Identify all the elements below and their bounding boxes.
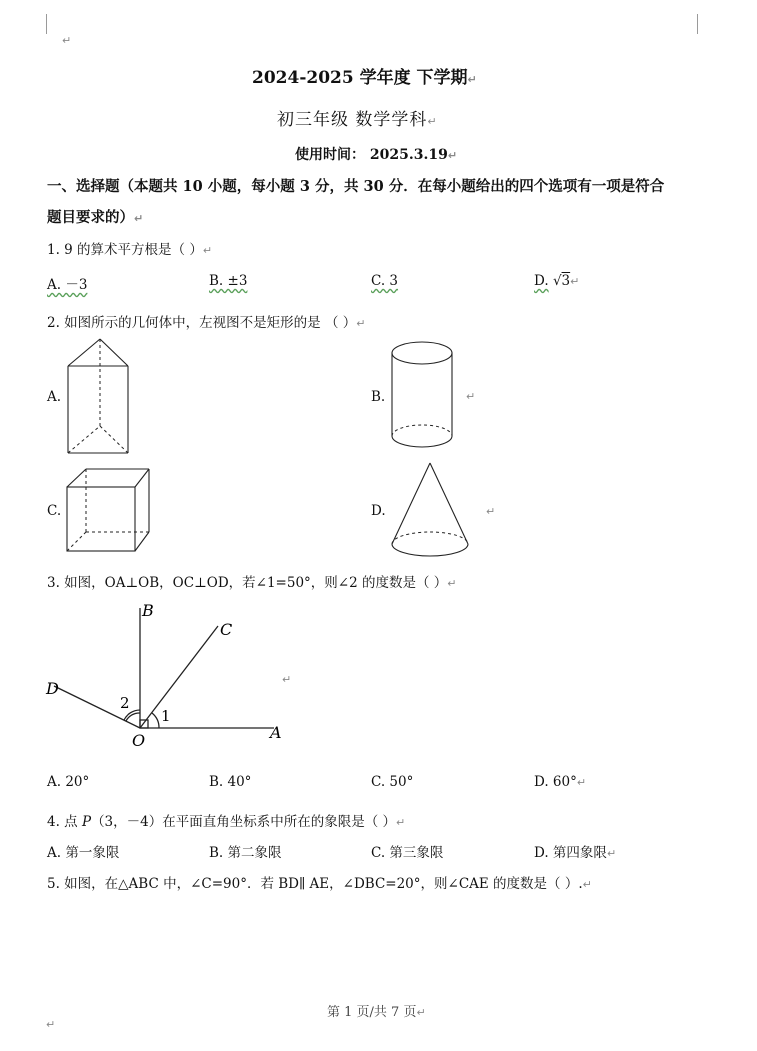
q3-option-c[interactable]: C. 50° <box>371 774 414 790</box>
angle-figure <box>42 598 292 750</box>
q2-option-c-label[interactable]: C. <box>47 503 62 519</box>
time-value: 2025.3.19 <box>369 147 448 163</box>
q4-option-a[interactable]: A. 第一象限 <box>47 845 120 861</box>
crop-mark-top-right <box>697 14 698 34</box>
cube-figure <box>64 466 154 556</box>
label-angle-1: 1 <box>161 707 171 725</box>
time-label: 使用时间： <box>295 147 365 163</box>
q4-option-b[interactable]: B. 第二象限 <box>209 845 282 861</box>
question-1-stem: 1. 9 的算术平方根是（ ）↵ <box>47 242 213 258</box>
cone-figure <box>388 460 478 560</box>
q1-option-c[interactable]: C. 3 <box>371 273 399 289</box>
exam-title: 2024-2025 学年度 下学期↵ <box>252 68 477 88</box>
sqrt-symbol: √3 <box>552 273 571 289</box>
q3-option-b[interactable]: B. 40° <box>209 774 252 790</box>
question-3-stem: 3. 如图，OA⊥OB，OC⊥OD，若∠1=50°，则∠2 的度数是（ ）↵ <box>47 575 457 591</box>
cylinder-figure <box>388 338 458 456</box>
paragraph-mark: ↵ <box>486 505 496 518</box>
triangular-prism-figure <box>62 336 132 458</box>
q1-option-a[interactable]: A. －3 <box>47 277 88 293</box>
exam-subtitle: 初三年级 数学学科↵ <box>277 110 438 130</box>
q1-option-b[interactable]: B. ±3 <box>209 273 248 289</box>
section-heading-line1: 一、选择题（本题共 10 小题，每小题 3 分，共 30 分．在每小题给出的四个选项有一项是符合 <box>47 178 665 195</box>
question-2-stem: 2. 如图所示的几何体中，左视图不是矩形的是 （ ）↵ <box>47 315 366 331</box>
label-o: O <box>132 731 146 750</box>
question-4-stem: 4. 点 P（3，－4）在平面直角坐标系中所在的象限是（ ）↵ <box>47 814 406 830</box>
question-5-stem: 5. 如图，在△ABC 中，∠C=90°．若 BD∥ AE，∠DBC=20°，则∠CAE 的度数是（ ）.↵ <box>47 876 592 892</box>
crop-mark-top-left <box>46 14 47 34</box>
q2-option-b-label[interactable]: B. <box>371 389 386 405</box>
q4-option-d[interactable]: D. 第四象限↵ <box>534 845 617 861</box>
label-a: A <box>270 723 282 742</box>
point-p: P <box>81 814 92 830</box>
q1-option-d[interactable]: D. √3↵ <box>534 273 580 289</box>
section-heading-line2: 题目要求的）↵ <box>47 209 144 226</box>
exam-time: 使用时间： 2025.3.19↵ <box>295 147 458 163</box>
paragraph-mark: ↵ <box>282 673 292 686</box>
paragraph-mark: ↵ <box>466 390 476 403</box>
q3-option-d[interactable]: D. 60°↵ <box>534 774 587 790</box>
q2-option-d-label[interactable]: D. <box>371 503 386 519</box>
label-c: C <box>220 620 233 639</box>
label-b: B <box>142 601 154 620</box>
label-angle-2: 2 <box>120 694 130 712</box>
paragraph-mark: ↵ <box>62 34 72 47</box>
page-footer: 第 1 页/共 7 页↵ <box>327 1005 426 1020</box>
label-d: D <box>46 679 59 698</box>
paragraph-mark: ↵ <box>46 1018 56 1031</box>
q4-option-c[interactable]: C. 第三象限 <box>371 845 444 861</box>
q3-option-a[interactable]: A. 20° <box>47 774 90 790</box>
q2-option-a-label[interactable]: A. <box>47 389 62 405</box>
